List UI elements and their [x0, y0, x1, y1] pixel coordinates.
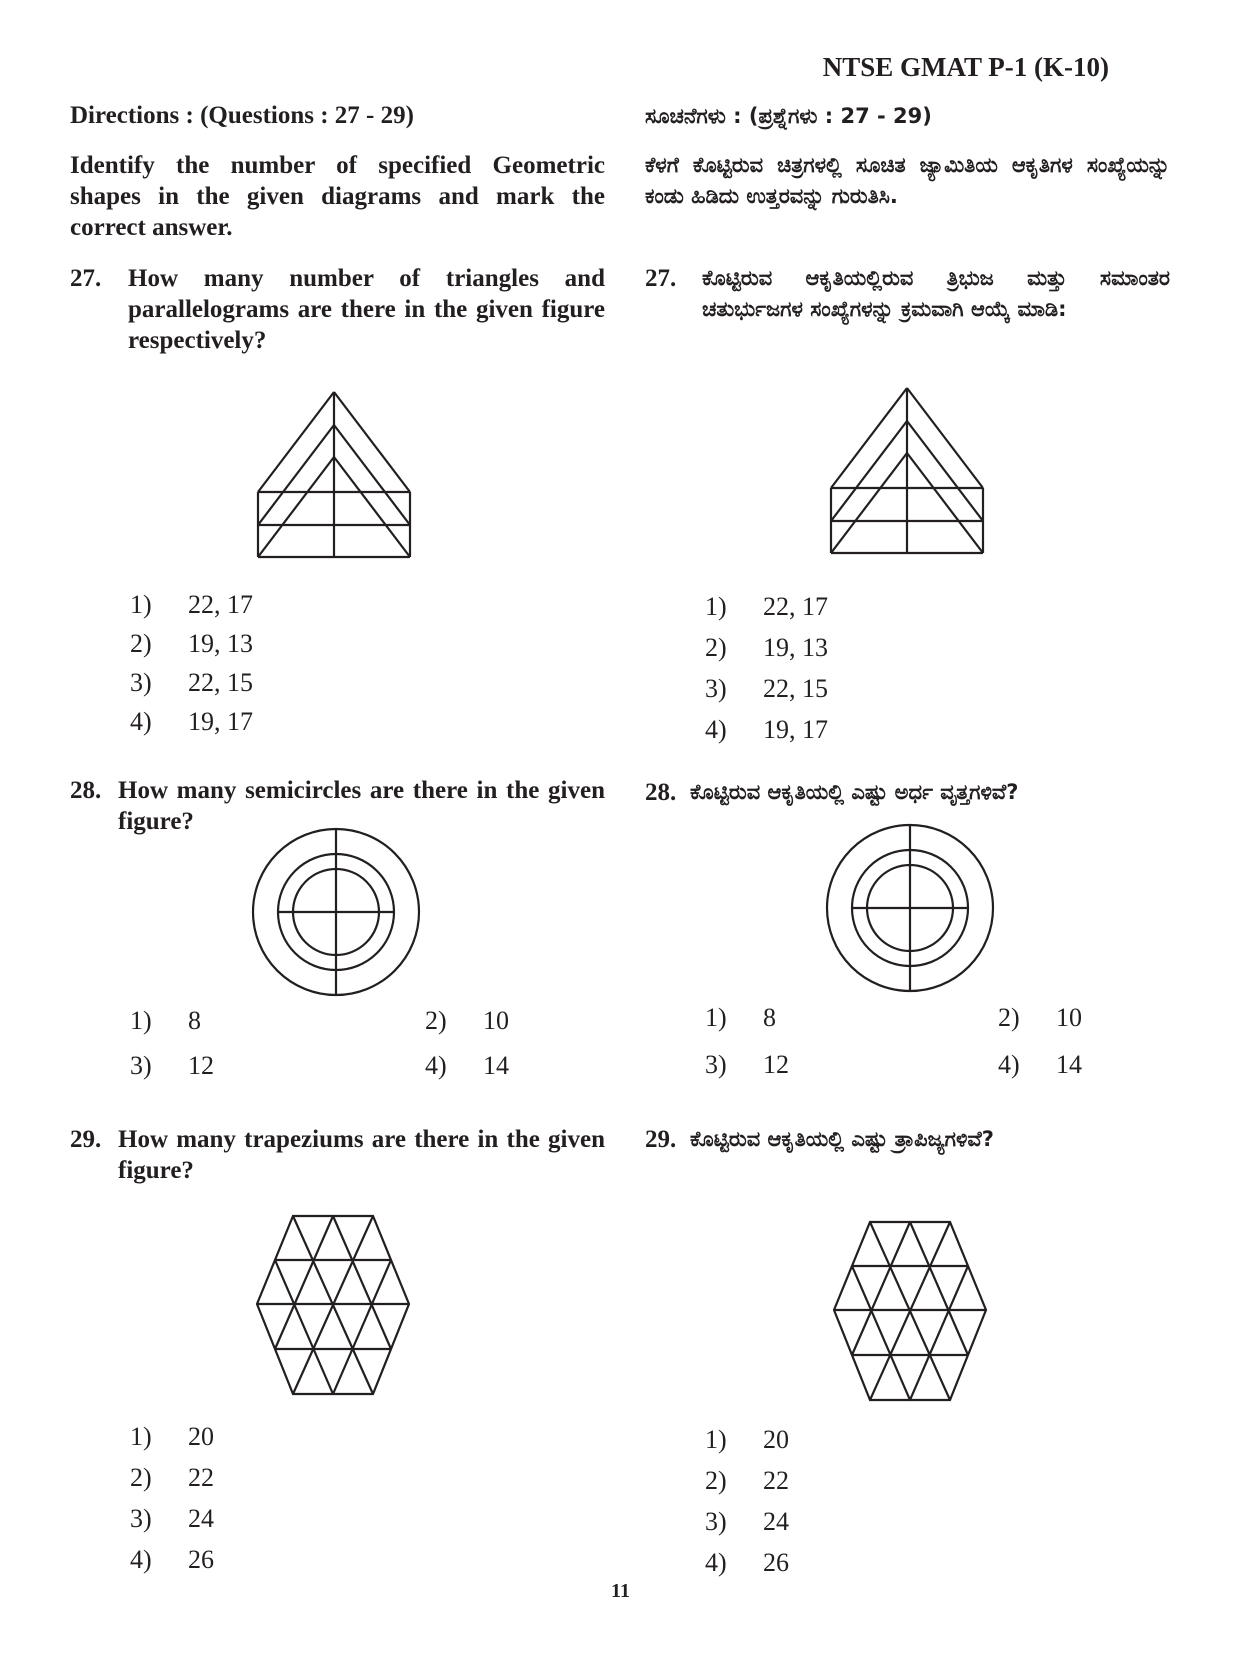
question-28-kn [645, 777, 1170, 808]
question-number: 27. [70, 265, 102, 292]
option-27-1-en[interactable]: 1) 22, 17 [130, 590, 253, 619]
triangle-rectangle-figure-en [250, 385, 420, 565]
directions-title-en: Directions : (Questions : 27 - 29) [70, 102, 414, 129]
question-27-en [70, 263, 605, 356]
option-29-3-en[interactable]: 3) 24 [130, 1504, 214, 1533]
option-27-3-en[interactable]: 3) 22, 15 [130, 668, 253, 697]
question-number: 27. [645, 265, 677, 292]
option-29-4-en[interactable]: 4) 26 [130, 1545, 214, 1574]
directions-title-kn: ಸೂಚನೆಗಳು : (ಪ್ರಶ್ನೆಗಳು : 27 - 29) [645, 104, 932, 128]
page-number: 11 [611, 1580, 630, 1602]
concentric-circles-figure-en [250, 826, 422, 998]
option-29-2-en[interactable]: 2) 22 [130, 1463, 214, 1492]
option-28-2-kn[interactable]: 2) 10 [998, 1003, 1082, 1032]
option-27-2-en[interactable]: 2) 19, 13 [130, 629, 253, 658]
triangle-rectangle-figure-kn [823, 381, 993, 561]
question-number: 28. [70, 777, 102, 804]
question-29-en [70, 1124, 605, 1186]
option-28-2-en[interactable]: 2) 10 [425, 1006, 509, 1035]
option-29-1-kn[interactable]: 1) 20 [705, 1425, 789, 1454]
question-text: How many number of triangles and parallelograms are there in the given figure respectively? [128, 265, 605, 354]
option-27-2-kn[interactable]: 2) 19, 13 [705, 633, 828, 662]
question-text: How many semicircles are there in the given figure? [118, 777, 605, 835]
option-28-4-kn[interactable]: 4) 14 [998, 1050, 1082, 1079]
option-28-1-kn[interactable]: 1) 8 [705, 1003, 776, 1032]
question-text: ಕೊಟ್ಟಿರುವ ಆಕೃತಿಯಲ್ಲಿ ಎಷ್ಟು ತ್ರಾಪಿಜ್ಯಗಳಿವೆ? [690, 1127, 994, 1151]
option-27-3-kn[interactable]: 3) 22, 15 [705, 674, 828, 703]
option-27-4-kn[interactable]: 4) 19, 17 [705, 715, 828, 744]
question-number: 29. [645, 1126, 677, 1153]
option-29-2-kn[interactable]: 2) 22 [705, 1466, 789, 1495]
question-27-kn [645, 263, 1170, 325]
question-text: ಕೊಟ್ಟಿರುವ ಆಕೃತಿಯಲ್ಲಿರುವ ತ್ರಿಭುಜ ಮತ್ತು ಸಮಾಂತರ ಚತುರ್ಭುಜಗಳ ಸಂಖ್ಯೆಗಳನ್ನು ಕ್ರಮವಾಗಿ ಆಯ್ಕೆ ಮಾಡಿ: [702, 266, 1170, 321]
question-text: How many trapeziums are there in the given figure? [118, 1126, 605, 1184]
question-number: 28. [645, 779, 677, 806]
option-28-3-kn[interactable]: 3) 12 [705, 1050, 789, 1079]
option-29-4-kn[interactable]: 4) 26 [705, 1548, 789, 1577]
option-29-3-kn[interactable]: 3) 24 [705, 1507, 789, 1536]
hexagon-figure-kn [830, 1218, 990, 1408]
option-27-4-en[interactable]: 4) 19, 17 [130, 707, 253, 736]
option-28-1-en[interactable]: 1) 8 [130, 1006, 201, 1035]
directions-text-kn: ಕೆಳಗೆ ಕೊಟ್ಟಿರುವ ಚಿತ್ರಗಳಲ್ಲಿ ಸೂಚಿತ ಜ್ಯಾಮಿತಿಯ ಆಕೃತಿಗಳ ಸಂಖ್ಯೆಯನ್ನು ಕಂಡು ಹಿಡಿದು ಉತ್ತರವನ್ನು ಗುರುತಿಸಿ. [645, 153, 1170, 208]
question-number: 29. [70, 1126, 102, 1153]
option-29-1-en[interactable]: 1) 20 [130, 1422, 214, 1451]
question-29-kn [645, 1124, 1170, 1155]
question-text: ಕೊಟ್ಟಿರುವ ಆಕೃತಿಯಲ್ಲಿ ಎಷ್ಟು ಅರ್ಧ ವೃತ್ತಗಳಿವೆ? [690, 780, 1019, 804]
option-28-4-en[interactable]: 4) 14 [425, 1051, 509, 1080]
directions-text-en: Identify the number of specified Geometric shapes in the given diagrams and mark the correct answer. [70, 152, 605, 241]
concentric-circles-figure-kn [824, 822, 996, 994]
option-27-1-kn[interactable]: 1) 22, 17 [705, 592, 828, 621]
page-header: NTSE GMAT P-1 (K-10) [822, 52, 1109, 82]
option-28-3-en[interactable]: 3) 12 [130, 1051, 214, 1080]
hexagon-figure-en [253, 1212, 413, 1402]
